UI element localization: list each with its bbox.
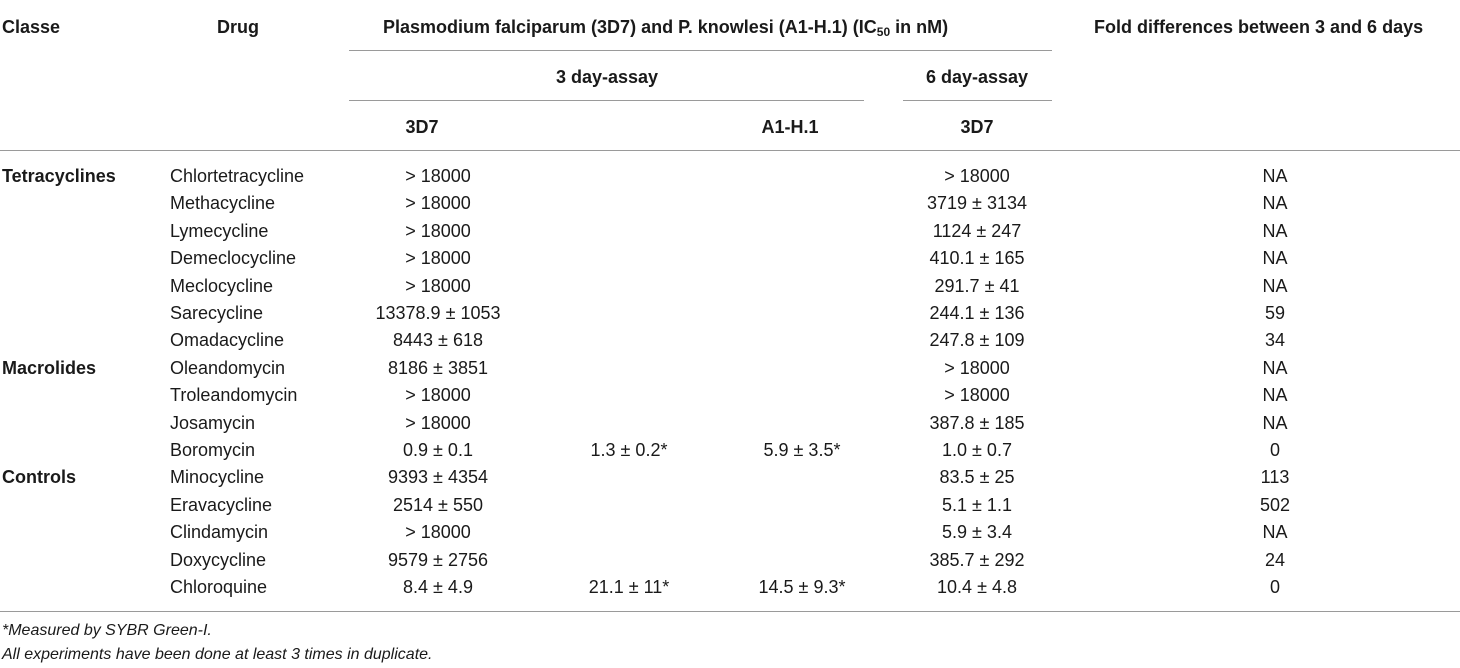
- cell-3day-3d7: 9393 ± 4354: [388, 467, 488, 488]
- cell-6day-3d7: 291.7 ± 41: [934, 275, 1020, 296]
- header-group-prefix: Plasmodium falciparum (3D7) and P. knowlesi (A1-H.1) (IC: [383, 17, 877, 37]
- cell-classe: Controls: [2, 467, 76, 488]
- cell-6day-3d7: 83.5 ± 25: [939, 467, 1015, 488]
- cell-6day-3d7: > 18000: [944, 385, 1010, 406]
- cell-3day-3d7: 8443 ± 618: [393, 330, 483, 351]
- cell-drug: Doxycycline: [170, 549, 267, 570]
- cell-classe: Tetracyclines: [2, 166, 116, 186]
- header-drug: Drug: [217, 17, 259, 37]
- cell-fold: NA: [1262, 193, 1288, 214]
- cell-fold: NA: [1262, 385, 1288, 406]
- cell-fold: NA: [1262, 248, 1288, 269]
- header-6day-assay: 6 day-assay: [925, 67, 1029, 87]
- rule-header-bottom: [0, 150, 1460, 151]
- cell-drug: Boromycin: [170, 440, 256, 460]
- footnote-sybr: *Measured by SYBR Green-I.: [2, 622, 212, 639]
- cell-drug: Chloroquine: [170, 577, 268, 597]
- cell-3day-3d7: > 18000: [405, 385, 471, 406]
- cell-3day-3d7: > 18000: [405, 248, 471, 269]
- rule-3day: [349, 100, 864, 101]
- cell-3day-3d7: > 18000: [405, 275, 471, 296]
- cell-6day-3d7: 247.8 ± 109: [929, 330, 1025, 351]
- cell-drug: Methacycline: [170, 193, 276, 214]
- cell-fold: 24: [1264, 549, 1286, 570]
- cell-6day-3d7: 10.4 ± 4.8: [937, 577, 1017, 597]
- cell-6day-3d7: > 18000: [944, 166, 1010, 186]
- cell-3day-3d7: > 18000: [405, 412, 471, 433]
- cell-6day-3d7: 410.1 ± 165: [929, 248, 1025, 269]
- cell-3day-3d7-sybr: 21.1 ± 11*: [588, 577, 670, 597]
- cell-classe: Macrolides: [2, 357, 97, 378]
- rule-table-bottom: [0, 611, 1460, 612]
- header-group-sub: 50: [876, 25, 891, 39]
- cell-drug: Clindamycin: [170, 522, 269, 543]
- cell-fold: NA: [1262, 522, 1288, 543]
- cell-3day-3d7: 0.9 ± 0.1: [403, 440, 473, 460]
- cell-fold: 0: [1269, 577, 1281, 597]
- cell-6day-3d7: > 18000: [944, 357, 1010, 378]
- header-group: [383, 16, 948, 38]
- cell-drug: Eravacycline: [170, 494, 273, 515]
- cell-fold: NA: [1262, 275, 1288, 296]
- cell-6day-3d7: 387.8 ± 185: [929, 412, 1025, 433]
- cell-fold: 59: [1264, 303, 1286, 323]
- cell-drug: Omadacycline: [170, 330, 285, 351]
- cell-3day-3d7: 8.4 ± 4.9: [403, 577, 473, 597]
- cell-3day-a1h1: 5.9 ± 3.5*: [763, 440, 841, 460]
- cell-6day-3d7: 5.1 ± 1.1: [942, 494, 1012, 515]
- cell-drug: Lymecycline: [170, 220, 269, 241]
- cell-3day-3d7: > 18000: [405, 166, 471, 186]
- cell-3day-3d7: 8186 ± 3851: [388, 357, 488, 378]
- cell-3day-3d7: 13378.9 ± 1053: [375, 303, 501, 323]
- cell-fold: 502: [1259, 494, 1291, 515]
- cell-drug: Troleandomycin: [170, 385, 298, 406]
- header-3d7-3day: 3D7: [405, 117, 439, 137]
- cell-6day-3d7: 3719 ± 3134: [927, 193, 1027, 214]
- cell-3day-3d7-sybr: 1.3 ± 0.2*: [590, 440, 668, 460]
- cell-drug: Oleandomycin: [170, 357, 286, 378]
- cell-drug: Meclocycline: [170, 275, 274, 296]
- cell-3day-3d7: 2514 ± 550: [393, 494, 483, 515]
- cell-drug: Chlortetracycline: [170, 166, 305, 186]
- header-group-suffix: in nM): [890, 17, 949, 37]
- cell-6day-3d7: 1124 ± 247: [932, 220, 1022, 241]
- cell-6day-3d7: 385.7 ± 292: [929, 549, 1025, 570]
- header-3d7-6day: 3D7: [960, 117, 994, 137]
- cell-3day-3d7: > 18000: [405, 522, 471, 543]
- cell-3day-a1h1: 14.5 ± 9.3*: [758, 577, 846, 597]
- cell-fold: 0: [1269, 440, 1281, 460]
- cell-3day-3d7: > 18000: [405, 193, 471, 214]
- rule-6day: [903, 100, 1052, 101]
- header-3day-assay: 3 day-assay: [555, 67, 659, 87]
- cell-drug: Sarecycline: [170, 303, 264, 323]
- rule-group: [349, 50, 1052, 51]
- header-classe: Classe: [2, 17, 61, 37]
- cell-fold: NA: [1262, 220, 1288, 241]
- cell-6day-3d7: 244.1 ± 136: [929, 303, 1025, 323]
- cell-drug: Josamycin: [170, 412, 256, 433]
- cell-3day-3d7: > 18000: [405, 220, 471, 241]
- cell-3day-3d7: 9579 ± 2756: [388, 549, 488, 570]
- cell-fold: NA: [1262, 166, 1288, 186]
- cell-drug: Demeclocycline: [170, 248, 297, 269]
- header-fold: Fold differences between 3 and 6 days: [1094, 17, 1424, 37]
- footnote-experiments: All experiments have been done at least 3 times in duplicate.: [2, 646, 433, 663]
- cell-fold: 113: [1260, 467, 1290, 488]
- cell-drug: Minocycline: [170, 467, 265, 488]
- cell-fold: 34: [1264, 330, 1286, 351]
- cell-6day-3d7: 1.0 ± 0.7: [942, 440, 1012, 460]
- cell-fold: NA: [1262, 357, 1288, 378]
- header-a1h1: A1-H.1: [761, 117, 819, 137]
- cell-6day-3d7: 5.9 ± 3.4: [942, 522, 1012, 543]
- cell-fold: NA: [1262, 412, 1288, 433]
